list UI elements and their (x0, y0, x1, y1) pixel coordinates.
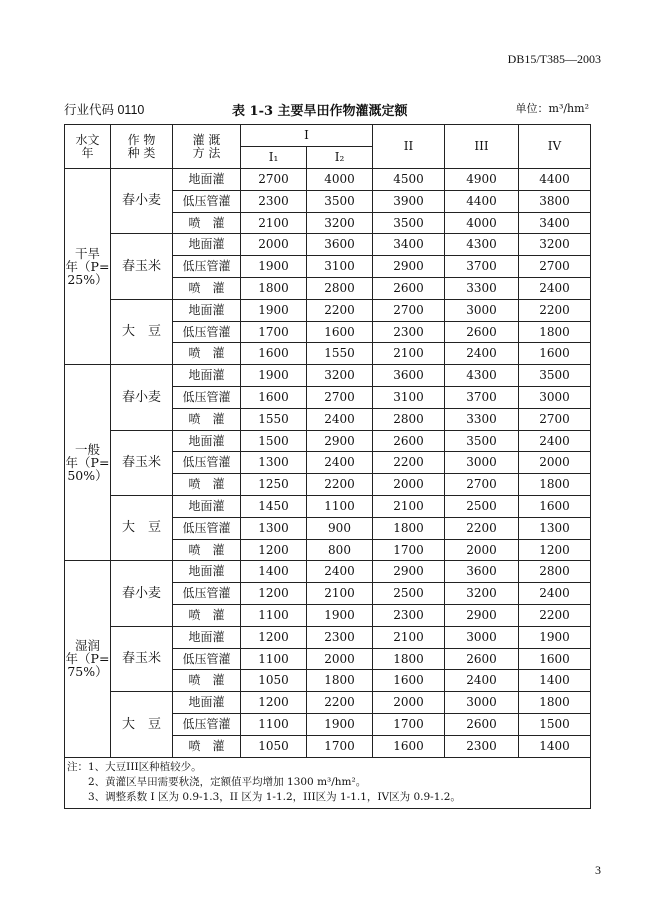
quota-value-cell: 1800 (519, 321, 591, 343)
quota-value-cell: 1600 (373, 670, 445, 692)
quota-value-cell: 2200 (307, 299, 373, 321)
method-cell: 地面灌 (173, 430, 241, 452)
method-cell: 地面灌 (173, 495, 241, 517)
hydro-year-cell: 干旱 年（P= 25%） (65, 169, 111, 365)
method-cell: 低压管灌 (173, 386, 241, 408)
quota-value-cell: 1900 (241, 299, 307, 321)
quota-value-cell: 1100 (241, 604, 307, 626)
quota-value-cell: 3500 (445, 430, 519, 452)
quota-value-cell: 2700 (241, 169, 307, 191)
quota-value-cell: 4000 (307, 169, 373, 191)
method-cell: 喷 灌 (173, 539, 241, 561)
quota-value-cell: 1550 (241, 408, 307, 430)
quota-value-cell: 3000 (519, 386, 591, 408)
quota-value-cell: 2200 (519, 604, 591, 626)
quota-value-cell: 2800 (307, 277, 373, 299)
method-cell: 低压管灌 (173, 256, 241, 278)
quota-value-cell: 2200 (307, 692, 373, 714)
quota-value-cell: 3200 (307, 212, 373, 234)
quota-value-cell: 1800 (519, 474, 591, 496)
quota-value-cell: 2000 (373, 474, 445, 496)
table-title: 表 1-3 主要旱田作物灌溉定额 (232, 104, 408, 119)
quota-value-cell: 3200 (445, 583, 519, 605)
quota-value-cell: 4500 (373, 169, 445, 191)
quota-value-cell: 1050 (241, 735, 307, 757)
page-number: 3 (595, 863, 601, 877)
quota-value-cell: 1050 (241, 670, 307, 692)
header-zone-1-1: I₁ (241, 147, 307, 169)
quota-value-cell: 1800 (373, 517, 445, 539)
table-row (65, 626, 591, 648)
note-2: 2、黄灌区旱田需要秋浇，定额值平均增加 1300 m³/hm²。 (67, 775, 367, 788)
quota-value-cell: 3600 (307, 234, 373, 256)
quota-value-cell: 2400 (445, 670, 519, 692)
quota-value-cell: 1200 (519, 539, 591, 561)
quota-value-cell: 1400 (519, 735, 591, 757)
method-cell: 喷 灌 (173, 735, 241, 757)
quota-value-cell: 3100 (373, 386, 445, 408)
quota-value-cell: 2300 (307, 626, 373, 648)
quota-value-cell: 2500 (373, 583, 445, 605)
quota-value-cell: 1200 (241, 583, 307, 605)
irrigation-quota-table (64, 124, 591, 809)
quota-value-cell: 2400 (519, 583, 591, 605)
method-cell: 低压管灌 (173, 321, 241, 343)
quota-value-cell: 3600 (445, 561, 519, 583)
quota-value-cell: 1300 (241, 452, 307, 474)
method-cell: 喷 灌 (173, 474, 241, 496)
quota-value-cell: 2700 (373, 299, 445, 321)
quota-value-cell: 4900 (445, 169, 519, 191)
hydro-year-cell: 湿润 年（P= 75%） (65, 561, 111, 757)
quota-value-cell: 3000 (445, 452, 519, 474)
quota-value-cell: 3300 (445, 277, 519, 299)
quota-value-cell: 4300 (445, 234, 519, 256)
quota-value-cell: 900 (307, 517, 373, 539)
table-row (65, 365, 591, 387)
quota-value-cell: 3500 (373, 212, 445, 234)
quota-value-cell: 2000 (519, 452, 591, 474)
quota-value-cell: 2100 (373, 495, 445, 517)
quota-value-cell: 3900 (373, 190, 445, 212)
quota-value-cell: 2200 (373, 452, 445, 474)
quota-value-cell: 3200 (307, 365, 373, 387)
quota-value-cell: 1600 (241, 343, 307, 365)
quota-value-cell: 1100 (241, 648, 307, 670)
quota-value-cell: 2100 (373, 626, 445, 648)
header-zone-3: III (445, 125, 519, 169)
header-zone-1: I (241, 125, 373, 147)
method-cell: 低压管灌 (173, 190, 241, 212)
method-cell: 喷 灌 (173, 604, 241, 626)
quota-value-cell: 1300 (241, 517, 307, 539)
method-cell: 地面灌 (173, 234, 241, 256)
quota-value-cell: 2300 (445, 735, 519, 757)
quota-value-cell: 1100 (307, 495, 373, 517)
quota-value-cell: 1250 (241, 474, 307, 496)
quota-value-cell: 1600 (519, 343, 591, 365)
quota-value-cell: 2400 (307, 561, 373, 583)
crop-cell: 大 豆 (111, 495, 173, 560)
quota-value-cell: 2400 (445, 343, 519, 365)
quota-value-cell: 3500 (307, 190, 373, 212)
method-cell: 喷 灌 (173, 408, 241, 430)
crop-cell: 春小麦 (111, 365, 173, 430)
quota-value-cell: 3100 (307, 256, 373, 278)
method-cell: 地面灌 (173, 169, 241, 191)
crop-cell: 春玉米 (111, 430, 173, 495)
quota-value-cell: 1800 (307, 670, 373, 692)
quota-value-cell: 2800 (519, 561, 591, 583)
quota-value-cell: 2300 (241, 190, 307, 212)
table-row (65, 430, 591, 452)
quota-value-cell: 1500 (241, 430, 307, 452)
crop-cell: 春玉米 (111, 626, 173, 691)
method-cell: 地面灌 (173, 626, 241, 648)
quota-value-cell: 2100 (307, 583, 373, 605)
table-notes (65, 757, 591, 809)
quota-value-cell: 1800 (241, 277, 307, 299)
method-cell: 低压管灌 (173, 517, 241, 539)
quota-value-cell: 2100 (241, 212, 307, 234)
method-cell: 喷 灌 (173, 212, 241, 234)
quota-value-cell: 2400 (307, 452, 373, 474)
quota-value-cell: 1900 (307, 604, 373, 626)
crop-cell: 大 豆 (111, 299, 173, 364)
quota-value-cell: 1600 (373, 735, 445, 757)
quota-value-cell: 2600 (445, 713, 519, 735)
quota-value-cell: 1400 (519, 670, 591, 692)
quota-value-cell: 2700 (519, 408, 591, 430)
quota-value-cell: 1700 (373, 713, 445, 735)
quota-value-cell: 3500 (519, 365, 591, 387)
quota-value-cell: 2200 (445, 517, 519, 539)
quota-value-cell: 2000 (445, 539, 519, 561)
table-row (65, 299, 591, 321)
method-cell: 地面灌 (173, 299, 241, 321)
quota-value-cell: 1200 (241, 692, 307, 714)
quota-value-cell: 1900 (241, 365, 307, 387)
quota-value-cell: 1300 (519, 517, 591, 539)
quota-value-cell: 1600 (307, 321, 373, 343)
quota-value-cell: 2300 (373, 604, 445, 626)
quota-value-cell: 800 (307, 539, 373, 561)
quota-value-cell: 1100 (241, 713, 307, 735)
quota-value-cell: 2600 (373, 277, 445, 299)
header-method: 灌 溉 方 法 (173, 125, 241, 169)
quota-value-cell: 4400 (445, 190, 519, 212)
quota-value-cell: 2400 (307, 408, 373, 430)
quota-value-cell: 2600 (445, 321, 519, 343)
quota-value-cell: 2400 (519, 277, 591, 299)
method-cell: 喷 灌 (173, 670, 241, 692)
quota-value-cell: 3000 (445, 692, 519, 714)
quota-value-cell: 1200 (241, 539, 307, 561)
quota-value-cell: 1200 (241, 626, 307, 648)
quota-value-cell: 3000 (445, 299, 519, 321)
quota-value-cell: 1600 (241, 386, 307, 408)
quota-value-cell: 1450 (241, 495, 307, 517)
quota-value-cell: 2200 (307, 474, 373, 496)
quota-value-cell: 2400 (519, 430, 591, 452)
quota-value-cell: 2900 (307, 430, 373, 452)
table-row (65, 495, 591, 517)
method-cell: 低压管灌 (173, 713, 241, 735)
method-cell: 喷 灌 (173, 277, 241, 299)
method-cell: 低压管灌 (173, 648, 241, 670)
quota-value-cell: 2700 (519, 256, 591, 278)
quota-value-cell: 3400 (373, 234, 445, 256)
quota-value-cell: 1600 (519, 648, 591, 670)
document-code: DB15/T385—2003 (507, 52, 601, 66)
table-row (65, 169, 591, 191)
table-meta (64, 100, 589, 120)
industry-code: 行业代码 0110 (64, 103, 145, 117)
hydro-year-cell: 一般 年（P= 50%） (65, 365, 111, 561)
header-hydro-year: 水文 年 (65, 125, 111, 169)
quota-value-cell: 1900 (519, 626, 591, 648)
method-cell: 地面灌 (173, 561, 241, 583)
quota-value-cell: 1900 (241, 256, 307, 278)
quota-value-cell: 1800 (373, 648, 445, 670)
quota-value-cell: 1800 (519, 692, 591, 714)
note-1: 注：1、大豆III区种植较少。 (67, 760, 202, 773)
quota-value-cell: 3000 (445, 626, 519, 648)
quota-value-cell: 2000 (373, 692, 445, 714)
quota-value-cell: 4300 (445, 365, 519, 387)
quota-value-cell: 1400 (241, 561, 307, 583)
header-zone-1-2: I₂ (307, 147, 373, 169)
header-crop: 作 物 种 类 (111, 125, 173, 169)
quota-value-cell: 2900 (445, 604, 519, 626)
quota-value-cell: 2900 (373, 256, 445, 278)
note-3: 3、调整系数 I 区为 0.9-1.3，II 区为 1-1.2，III区为 1-1.1，IV区为 0.9-1.2。 (67, 790, 461, 803)
quota-value-cell: 1700 (373, 539, 445, 561)
quota-value-cell: 3200 (519, 234, 591, 256)
method-cell: 低压管灌 (173, 452, 241, 474)
quota-value-cell: 3600 (373, 365, 445, 387)
method-cell: 低压管灌 (173, 583, 241, 605)
quota-value-cell: 2200 (519, 299, 591, 321)
crop-cell: 春小麦 (111, 561, 173, 626)
quota-value-cell: 2100 (373, 343, 445, 365)
table-row (65, 561, 591, 583)
quota-value-cell: 2900 (373, 561, 445, 583)
quota-value-cell: 1900 (307, 713, 373, 735)
quota-value-cell: 1700 (241, 321, 307, 343)
method-cell: 喷 灌 (173, 343, 241, 365)
quota-value-cell: 2700 (445, 474, 519, 496)
header-zone-4: IV (519, 125, 591, 169)
quota-value-cell: 2500 (445, 495, 519, 517)
quota-value-cell: 1500 (519, 713, 591, 735)
quota-value-cell: 1600 (519, 495, 591, 517)
unit-label: 单位：m³/hm² (515, 102, 589, 115)
quota-value-cell: 2600 (373, 430, 445, 452)
quota-value-cell: 2000 (307, 648, 373, 670)
quota-value-cell: 2700 (307, 386, 373, 408)
quota-value-cell: 3300 (445, 408, 519, 430)
quota-value-cell: 1550 (307, 343, 373, 365)
quota-value-cell: 3700 (445, 256, 519, 278)
crop-cell: 春玉米 (111, 234, 173, 299)
quota-value-cell: 2000 (241, 234, 307, 256)
quota-value-cell: 3800 (519, 190, 591, 212)
crop-cell: 大 豆 (111, 692, 173, 757)
quota-value-cell: 4400 (519, 169, 591, 191)
quota-value-cell: 3700 (445, 386, 519, 408)
quota-value-cell: 1700 (307, 735, 373, 757)
quota-value-cell: 2600 (445, 648, 519, 670)
quota-value-cell: 4000 (445, 212, 519, 234)
crop-cell: 春小麦 (111, 169, 173, 234)
table-row (65, 692, 591, 714)
quota-value-cell: 2800 (373, 408, 445, 430)
header-zone-2: II (373, 125, 445, 169)
table-row (65, 234, 591, 256)
method-cell: 地面灌 (173, 365, 241, 387)
method-cell: 地面灌 (173, 692, 241, 714)
quota-value-cell: 2300 (373, 321, 445, 343)
quota-value-cell: 3400 (519, 212, 591, 234)
